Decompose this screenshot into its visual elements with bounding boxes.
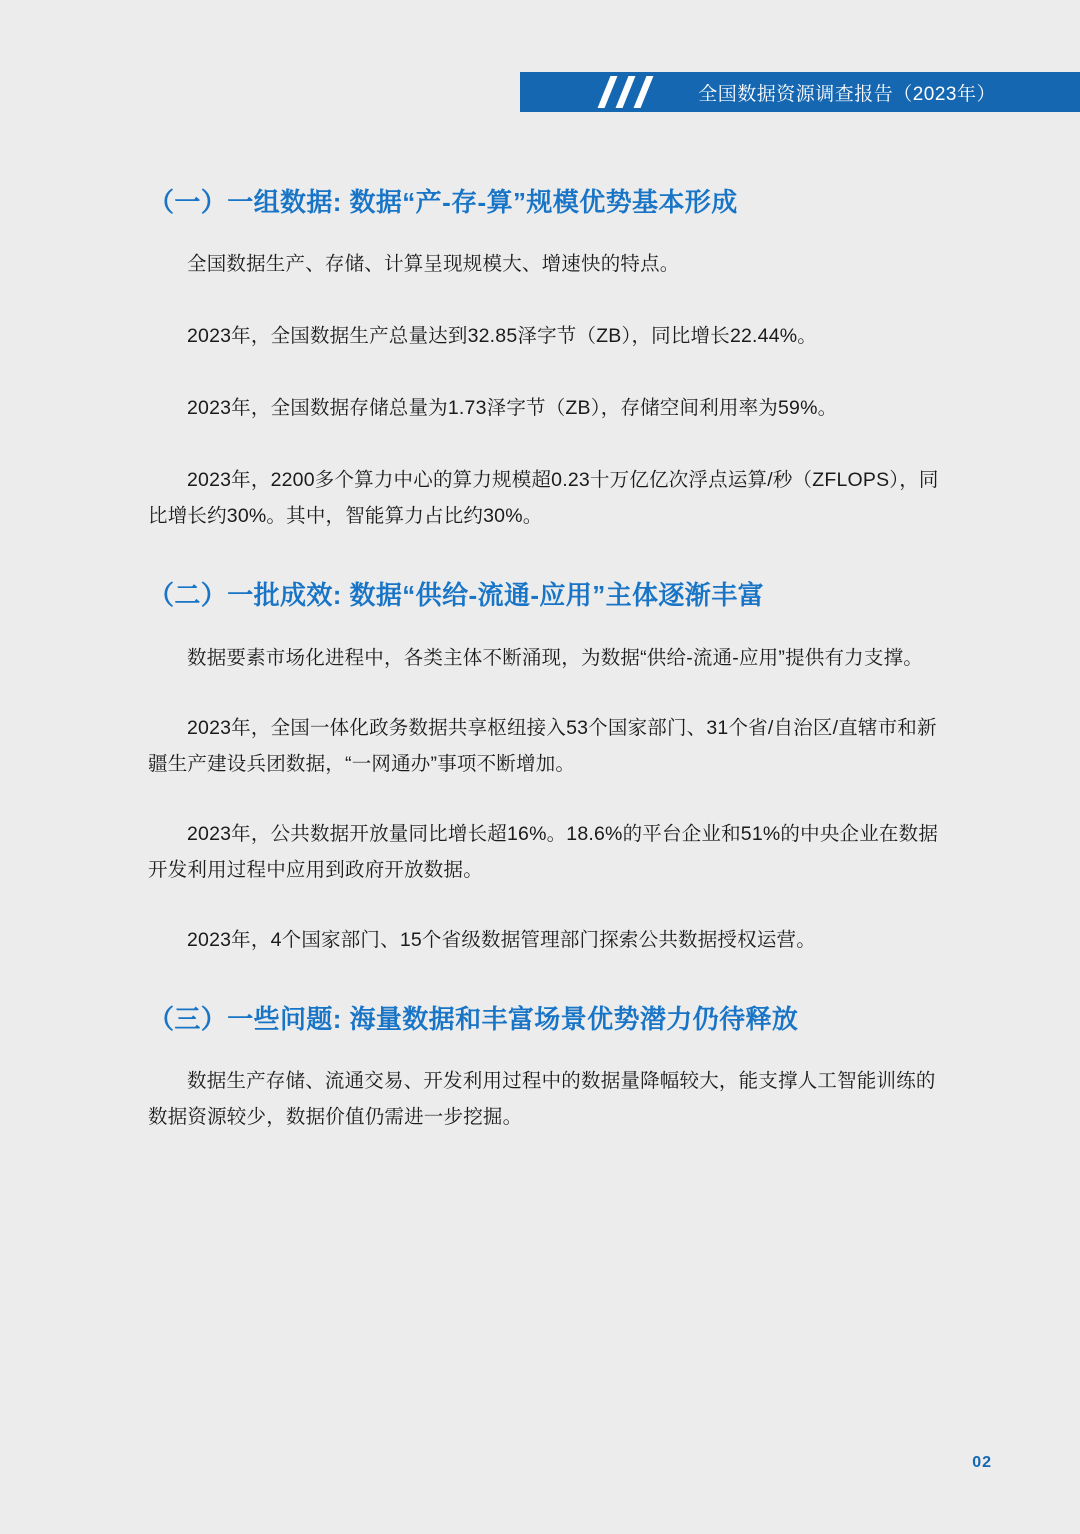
section-three-body xyxy=(148,1063,948,1135)
section-two-heading: （二）一批成效: 数据“供给-流通-应用”主体逐渐丰富 xyxy=(148,580,764,611)
paragraph: 2023年，全国一体化政务数据共享枢纽接入53个国家部门、31个省/自治区/直辖市和新疆生产建设兵团数据，“一网通办”事项不断增加。 xyxy=(148,716,937,775)
section-three xyxy=(148,1002,948,1135)
paragraph: 2023年，2200多个算力中心的算力规模超0.23十万亿亿次浮点运算/秒（ZFLOPS），同比增长约30%。其中，智能算力占比约30%。 xyxy=(148,469,939,528)
section-two xyxy=(148,578,948,957)
section-two-body xyxy=(148,640,948,958)
paragraph: 全国数据生产、存储、计算呈现规模大、增速快的特点。 xyxy=(187,253,680,276)
header-title: 全国数据资源调查报告（2023年） xyxy=(698,83,996,105)
paragraph: 数据要素市场化进程中，各类主体不断涌现，为数据“供给-流通-应用”提供有力支撑。 xyxy=(187,646,923,669)
paragraph: 2023年，公共数据开放量同比增长超16%。18.6%的平台企业和51%的中央企业在数据开发利用过程中应用到政府开放数据。 xyxy=(148,822,939,881)
paragraph: 数据生产存储、流通交易、开发利用过程中的数据量降幅较大，能支撑人工智能训练的数据资源较少，数据价值仍需进一步挖掘。 xyxy=(148,1069,936,1129)
section-three-heading: （三）一些问题: 海量数据和丰富场景优势潜力仍待释放 xyxy=(148,1003,799,1034)
page-number: 02 xyxy=(972,1454,992,1471)
section-one xyxy=(148,185,948,534)
section-one-body xyxy=(148,246,948,534)
paragraph: 2023年，全国数据生产总量达到32.85泽字节（ZB），同比增长22.44%。 xyxy=(187,325,817,348)
paragraph: 2023年，4个国家部门、15个省级数据管理部门探索公共数据授权运营。 xyxy=(187,928,816,951)
triple-slash-icon xyxy=(600,74,666,110)
paragraph: 2023年，全国数据存储总量为1.73泽字节（ZB），存储空间利用率为59%。 xyxy=(187,397,838,420)
section-one-heading: （一）一组数据: 数据“产-存-算”规模优势基本形成 xyxy=(148,187,738,217)
document-content xyxy=(148,185,948,1135)
